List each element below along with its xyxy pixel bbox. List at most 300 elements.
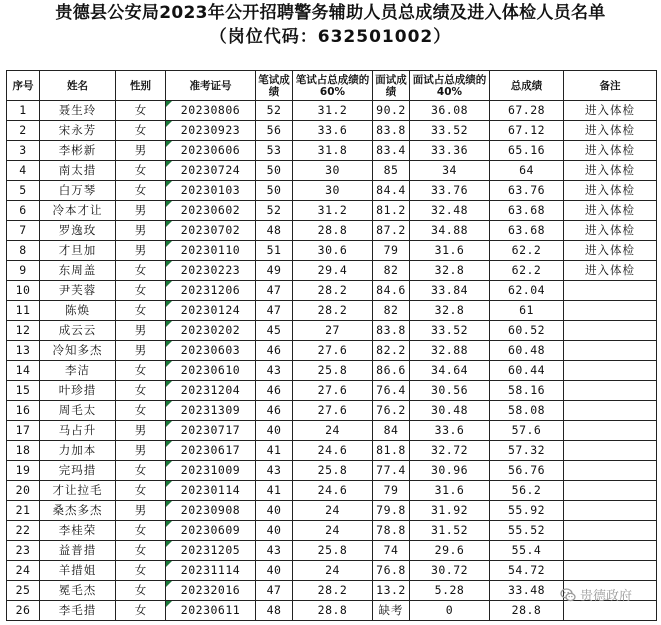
seq-cell: 20 (7, 481, 40, 501)
seq-cell: 13 (7, 341, 40, 361)
table-row (7, 581, 657, 601)
interview-score-cell: 82.2 (373, 341, 410, 361)
interview-40-cell: 30.48 (410, 401, 490, 421)
written-score-cell: 48 (256, 601, 293, 621)
exam-id-cell: 20230606 (166, 141, 256, 161)
name-cell: 成云云 (40, 321, 116, 341)
header-col-name: 姓名 (40, 71, 116, 101)
interview-score-cell: 74 (373, 541, 410, 561)
interview-40-cell: 33.36 (410, 141, 490, 161)
results-table (6, 70, 657, 621)
table-row (7, 381, 657, 401)
gender-cell: 女 (116, 281, 166, 301)
interview-40-cell: 34.88 (410, 221, 490, 241)
header-col-interview-40: 面试占总成绩的40% (410, 71, 490, 101)
table-row (7, 501, 657, 521)
gender-cell: 女 (116, 301, 166, 321)
exam-id-cell: 20230202 (166, 321, 256, 341)
interview-40-cell: 32.72 (410, 441, 490, 461)
remark-cell (564, 501, 657, 521)
interview-score-cell: 84.6 (373, 281, 410, 301)
table-row (7, 421, 657, 441)
written-60-cell: 33.6 (293, 121, 373, 141)
total-cell: 33.48 (490, 581, 564, 601)
header-col-written-score: 笔试成绩 (256, 71, 293, 101)
interview-score-cell: 82 (373, 261, 410, 281)
total-cell: 62.2 (490, 241, 564, 261)
interview-40-cell: 33.76 (410, 181, 490, 201)
written-score-cell: 47 (256, 281, 293, 301)
exam-id-cell: 20230223 (166, 261, 256, 281)
name-cell: 东周盖 (40, 261, 116, 281)
seq-cell: 6 (7, 201, 40, 221)
total-cell: 55.4 (490, 541, 564, 561)
interview-40-cell: 33.84 (410, 281, 490, 301)
table-header (7, 71, 657, 101)
written-score-cell: 43 (256, 361, 293, 381)
written-score-cell: 45 (256, 321, 293, 341)
table-row (7, 461, 657, 481)
exam-id-cell: 20231009 (166, 461, 256, 481)
written-60-cell: 25.8 (293, 361, 373, 381)
interview-score-cell: 76.4 (373, 381, 410, 401)
total-cell: 56.2 (490, 481, 564, 501)
gender-cell: 女 (116, 121, 166, 141)
gender-cell: 男 (116, 201, 166, 221)
table-row (7, 221, 657, 241)
written-60-cell: 24 (293, 501, 373, 521)
total-cell: 55.52 (490, 521, 564, 541)
exam-id-cell: 20230602 (166, 201, 256, 221)
written-60-cell: 28.8 (293, 601, 373, 621)
written-60-cell: 31.2 (293, 201, 373, 221)
exam-id-cell: 20231309 (166, 401, 256, 421)
name-cell: 冕毛杰 (40, 581, 116, 601)
exam-id-cell: 20230617 (166, 441, 256, 461)
exam-id-cell: 20230717 (166, 421, 256, 441)
gender-cell: 女 (116, 541, 166, 561)
interview-score-cell: 83.8 (373, 121, 410, 141)
exam-id-cell: 20230610 (166, 361, 256, 381)
table-row (7, 101, 657, 121)
interview-40-cell: 32.48 (410, 201, 490, 221)
header-col-remark: 备注 (564, 71, 657, 101)
exam-id-cell: 20230908 (166, 501, 256, 521)
interview-40-cell: 32.88 (410, 341, 490, 361)
table-row (7, 561, 657, 581)
interview-40-cell: 30.96 (410, 461, 490, 481)
interview-40-cell: 32.8 (410, 261, 490, 281)
seq-cell: 18 (7, 441, 40, 461)
remark-cell: 进入体检 (564, 261, 657, 281)
total-cell: 54.72 (490, 561, 564, 581)
written-60-cell: 28.8 (293, 221, 373, 241)
gender-cell: 女 (116, 521, 166, 541)
name-cell: 完玛措 (40, 461, 116, 481)
seq-cell: 25 (7, 581, 40, 601)
gender-cell: 女 (116, 181, 166, 201)
watermark-text: 贵德政府 (580, 589, 633, 604)
written-score-cell: 46 (256, 381, 293, 401)
gender-cell: 女 (116, 361, 166, 381)
seq-cell: 14 (7, 361, 40, 381)
header-col-interview-score: 面试成绩 (373, 71, 410, 101)
gender-cell: 男 (116, 441, 166, 461)
table-row (7, 141, 657, 161)
remark-cell (564, 441, 657, 461)
seq-cell: 1 (7, 101, 40, 121)
written-60-cell: 25.8 (293, 541, 373, 561)
exam-id-cell: 20231206 (166, 281, 256, 301)
gender-cell: 女 (116, 161, 166, 181)
interview-score-cell: 缺考 (373, 601, 410, 621)
interview-score-cell: 85 (373, 161, 410, 181)
total-cell: 60.52 (490, 321, 564, 341)
table-row (7, 521, 657, 541)
remark-cell: 进入体检 (564, 101, 657, 121)
written-60-cell: 25.8 (293, 461, 373, 481)
header-col-seq: 序号 (7, 71, 40, 101)
remark-cell (564, 561, 657, 581)
written-score-cell: 53 (256, 141, 293, 161)
interview-score-cell: 84 (373, 421, 410, 441)
exam-id-cell: 20230702 (166, 221, 256, 241)
table-row (7, 601, 657, 621)
seq-cell: 4 (7, 161, 40, 181)
seq-cell: 3 (7, 141, 40, 161)
seq-cell: 17 (7, 421, 40, 441)
remark-cell (564, 401, 657, 421)
interview-40-cell: 31.92 (410, 501, 490, 521)
interview-score-cell: 78.8 (373, 521, 410, 541)
written-score-cell: 52 (256, 201, 293, 221)
written-score-cell: 41 (256, 481, 293, 501)
seq-cell: 2 (7, 121, 40, 141)
seq-cell: 16 (7, 401, 40, 421)
interview-40-cell: 29.6 (410, 541, 490, 561)
name-cell: 南太措 (40, 161, 116, 181)
total-cell: 67.28 (490, 101, 564, 121)
written-60-cell: 30.6 (293, 241, 373, 261)
exam-id-cell: 20231204 (166, 381, 256, 401)
written-60-cell: 31.8 (293, 141, 373, 161)
written-score-cell: 56 (256, 121, 293, 141)
written-score-cell: 40 (256, 521, 293, 541)
total-cell: 65.16 (490, 141, 564, 161)
exam-id-cell: 20230611 (166, 601, 256, 621)
total-cell: 61 (490, 301, 564, 321)
interview-score-cell: 82 (373, 301, 410, 321)
interview-40-cell: 30.56 (410, 381, 490, 401)
written-score-cell: 50 (256, 161, 293, 181)
gender-cell: 女 (116, 381, 166, 401)
name-cell: 才旦加 (40, 241, 116, 261)
table-row (7, 441, 657, 461)
written-60-cell: 30 (293, 181, 373, 201)
gender-cell: 女 (116, 261, 166, 281)
gender-cell: 女 (116, 581, 166, 601)
name-cell: 尹芙蓉 (40, 281, 116, 301)
total-cell: 55.92 (490, 501, 564, 521)
written-score-cell: 51 (256, 241, 293, 261)
total-cell: 57.32 (490, 441, 564, 461)
interview-score-cell: 77.4 (373, 461, 410, 481)
header-row (7, 71, 657, 101)
total-cell: 63.76 (490, 181, 564, 201)
total-cell: 28.8 (490, 601, 564, 621)
exam-id-cell: 20231205 (166, 541, 256, 561)
table-row (7, 541, 657, 561)
total-cell: 58.16 (490, 381, 564, 401)
exam-id-cell: 20232016 (166, 581, 256, 601)
table-row (7, 321, 657, 341)
seq-cell: 22 (7, 521, 40, 541)
interview-40-cell: 31.6 (410, 481, 490, 501)
seq-cell: 21 (7, 501, 40, 521)
interview-40-cell: 33.52 (410, 121, 490, 141)
written-60-cell: 24.6 (293, 481, 373, 501)
remark-cell: 进入体检 (564, 221, 657, 241)
written-score-cell: 52 (256, 101, 293, 121)
total-cell: 63.68 (490, 221, 564, 241)
remark-cell (564, 461, 657, 481)
interview-score-cell: 76.8 (373, 561, 410, 581)
gender-cell: 男 (116, 141, 166, 161)
table-row (7, 201, 657, 221)
gender-cell: 女 (116, 601, 166, 621)
name-cell: 力加本 (40, 441, 116, 461)
interview-40-cell: 36.08 (410, 101, 490, 121)
interview-score-cell: 76.2 (373, 401, 410, 421)
remark-cell: 进入体检 (564, 181, 657, 201)
name-cell: 冷本才让 (40, 201, 116, 221)
interview-score-cell: 87.2 (373, 221, 410, 241)
name-cell: 桑杰多杰 (40, 501, 116, 521)
remark-cell (564, 361, 657, 381)
remark-cell (564, 321, 657, 341)
written-score-cell: 47 (256, 581, 293, 601)
remark-cell (564, 541, 657, 561)
interview-40-cell: 34 (410, 161, 490, 181)
interview-40-cell: 5.28 (410, 581, 490, 601)
name-cell: 周毛太 (40, 401, 116, 421)
gender-cell: 女 (116, 481, 166, 501)
interview-score-cell: 13.2 (373, 581, 410, 601)
written-60-cell: 27 (293, 321, 373, 341)
exam-id-cell: 20230609 (166, 521, 256, 541)
name-cell: 马占升 (40, 421, 116, 441)
interview-40-cell: 33.52 (410, 321, 490, 341)
gender-cell: 女 (116, 101, 166, 121)
total-cell: 60.48 (490, 341, 564, 361)
interview-score-cell: 90.2 (373, 101, 410, 121)
written-score-cell: 40 (256, 421, 293, 441)
written-60-cell: 28.2 (293, 301, 373, 321)
gender-cell: 女 (116, 401, 166, 421)
page-subtitle: （岗位代码：632501002） (209, 27, 452, 47)
seq-cell: 19 (7, 461, 40, 481)
written-60-cell: 28.2 (293, 581, 373, 601)
written-60-cell: 27.6 (293, 401, 373, 421)
written-score-cell: 40 (256, 501, 293, 521)
table-row (7, 481, 657, 501)
remark-cell (564, 341, 657, 361)
name-cell: 李桂荣 (40, 521, 116, 541)
table-body (7, 101, 657, 621)
table-row (7, 261, 657, 281)
exam-id-cell: 20230114 (166, 481, 256, 501)
interview-score-cell: 84.4 (373, 181, 410, 201)
remark-cell (564, 521, 657, 541)
seq-cell: 8 (7, 241, 40, 261)
seq-cell: 11 (7, 301, 40, 321)
written-score-cell: 43 (256, 461, 293, 481)
gender-cell: 女 (116, 561, 166, 581)
written-60-cell: 28.2 (293, 281, 373, 301)
name-cell: 宋永芳 (40, 121, 116, 141)
name-cell: 白万琴 (40, 181, 116, 201)
written-60-cell: 24.6 (293, 441, 373, 461)
written-60-cell: 31.2 (293, 101, 373, 121)
interview-40-cell: 32.8 (410, 301, 490, 321)
table-row (7, 361, 657, 381)
watermark (560, 585, 632, 604)
seq-cell: 24 (7, 561, 40, 581)
total-cell: 67.12 (490, 121, 564, 141)
remark-cell: 进入体检 (564, 161, 657, 181)
written-60-cell: 29.4 (293, 261, 373, 281)
name-cell: 冷知多杰 (40, 341, 116, 361)
name-cell: 陈焕 (40, 301, 116, 321)
written-60-cell: 27.6 (293, 381, 373, 401)
header-col-gender: 性别 (116, 71, 166, 101)
written-60-cell: 24 (293, 561, 373, 581)
seq-cell: 15 (7, 381, 40, 401)
written-score-cell: 41 (256, 441, 293, 461)
gender-cell: 女 (116, 461, 166, 481)
name-cell: 李洁 (40, 361, 116, 381)
exam-id-cell: 20230124 (166, 301, 256, 321)
interview-score-cell: 79.8 (373, 501, 410, 521)
remark-cell: 进入体检 (564, 241, 657, 261)
wechat-icon (560, 587, 576, 603)
gender-cell: 男 (116, 341, 166, 361)
total-cell: 58.08 (490, 401, 564, 421)
header-col-written-60: 笔试占总成绩的60% (293, 71, 373, 101)
gender-cell: 男 (116, 241, 166, 261)
interview-40-cell: 31.52 (410, 521, 490, 541)
written-score-cell: 43 (256, 541, 293, 561)
interview-40-cell: 0 (410, 601, 490, 621)
exam-id-cell: 20230724 (166, 161, 256, 181)
remark-cell (564, 421, 657, 441)
seq-cell: 7 (7, 221, 40, 241)
total-cell: 56.76 (490, 461, 564, 481)
table-row (7, 281, 657, 301)
table-row (7, 241, 657, 261)
gender-cell: 男 (116, 321, 166, 341)
interview-score-cell: 86.6 (373, 361, 410, 381)
exam-id-cell: 20230110 (166, 241, 256, 261)
seq-cell: 9 (7, 261, 40, 281)
remark-cell: 进入体检 (564, 201, 657, 221)
written-60-cell: 24 (293, 421, 373, 441)
interview-score-cell: 79 (373, 481, 410, 501)
table-row (7, 341, 657, 361)
written-score-cell: 47 (256, 301, 293, 321)
interview-40-cell: 33.6 (410, 421, 490, 441)
remark-cell: 进入体检 (564, 121, 657, 141)
written-score-cell: 50 (256, 181, 293, 201)
remark-cell: 进入体检 (564, 141, 657, 161)
seq-cell: 26 (7, 601, 40, 621)
interview-40-cell: 31.6 (410, 241, 490, 261)
seq-cell: 5 (7, 181, 40, 201)
written-60-cell: 24 (293, 521, 373, 541)
gender-cell: 男 (116, 501, 166, 521)
header-col-exam-id: 准考证号 (166, 71, 256, 101)
name-cell: 罗逸玫 (40, 221, 116, 241)
written-60-cell: 27.6 (293, 341, 373, 361)
name-cell: 聂生玲 (40, 101, 116, 121)
written-score-cell: 40 (256, 561, 293, 581)
header-col-total: 总成绩 (490, 71, 564, 101)
interview-score-cell: 81.2 (373, 201, 410, 221)
total-cell: 60.44 (490, 361, 564, 381)
name-cell: 李彬新 (40, 141, 116, 161)
name-cell: 益普措 (40, 541, 116, 561)
interview-score-cell: 79 (373, 241, 410, 261)
seq-cell: 23 (7, 541, 40, 561)
written-score-cell: 49 (256, 261, 293, 281)
remark-cell (564, 281, 657, 301)
written-score-cell: 46 (256, 341, 293, 361)
exam-id-cell: 20230806 (166, 101, 256, 121)
name-cell: 羊措姐 (40, 561, 116, 581)
seq-cell: 10 (7, 281, 40, 301)
written-60-cell: 30 (293, 161, 373, 181)
exam-id-cell: 20230103 (166, 181, 256, 201)
interview-score-cell: 83.8 (373, 321, 410, 341)
remark-cell (564, 481, 657, 501)
total-cell: 62.04 (490, 281, 564, 301)
interview-40-cell: 34.64 (410, 361, 490, 381)
gender-cell: 男 (116, 221, 166, 241)
name-cell: 才让拉毛 (40, 481, 116, 501)
remark-cell (564, 301, 657, 321)
interview-40-cell: 30.72 (410, 561, 490, 581)
written-score-cell: 46 (256, 401, 293, 421)
page-title: 贵德县公安局2023年公开招聘警务辅助人员总成绩及进入体检人员名单 (55, 3, 606, 23)
gender-cell: 男 (116, 421, 166, 441)
table-row (7, 161, 657, 181)
written-score-cell: 48 (256, 221, 293, 241)
total-cell: 64 (490, 161, 564, 181)
exam-id-cell: 20230923 (166, 121, 256, 141)
total-cell: 62.2 (490, 261, 564, 281)
table-row (7, 301, 657, 321)
table-row (7, 181, 657, 201)
exam-id-cell: 20231114 (166, 561, 256, 581)
total-cell: 63.68 (490, 201, 564, 221)
name-cell: 李毛措 (40, 601, 116, 621)
total-cell: 57.6 (490, 421, 564, 441)
remark-cell (564, 381, 657, 401)
seq-cell: 12 (7, 321, 40, 341)
table-row (7, 121, 657, 141)
exam-id-cell: 20230603 (166, 341, 256, 361)
interview-score-cell: 83.4 (373, 141, 410, 161)
